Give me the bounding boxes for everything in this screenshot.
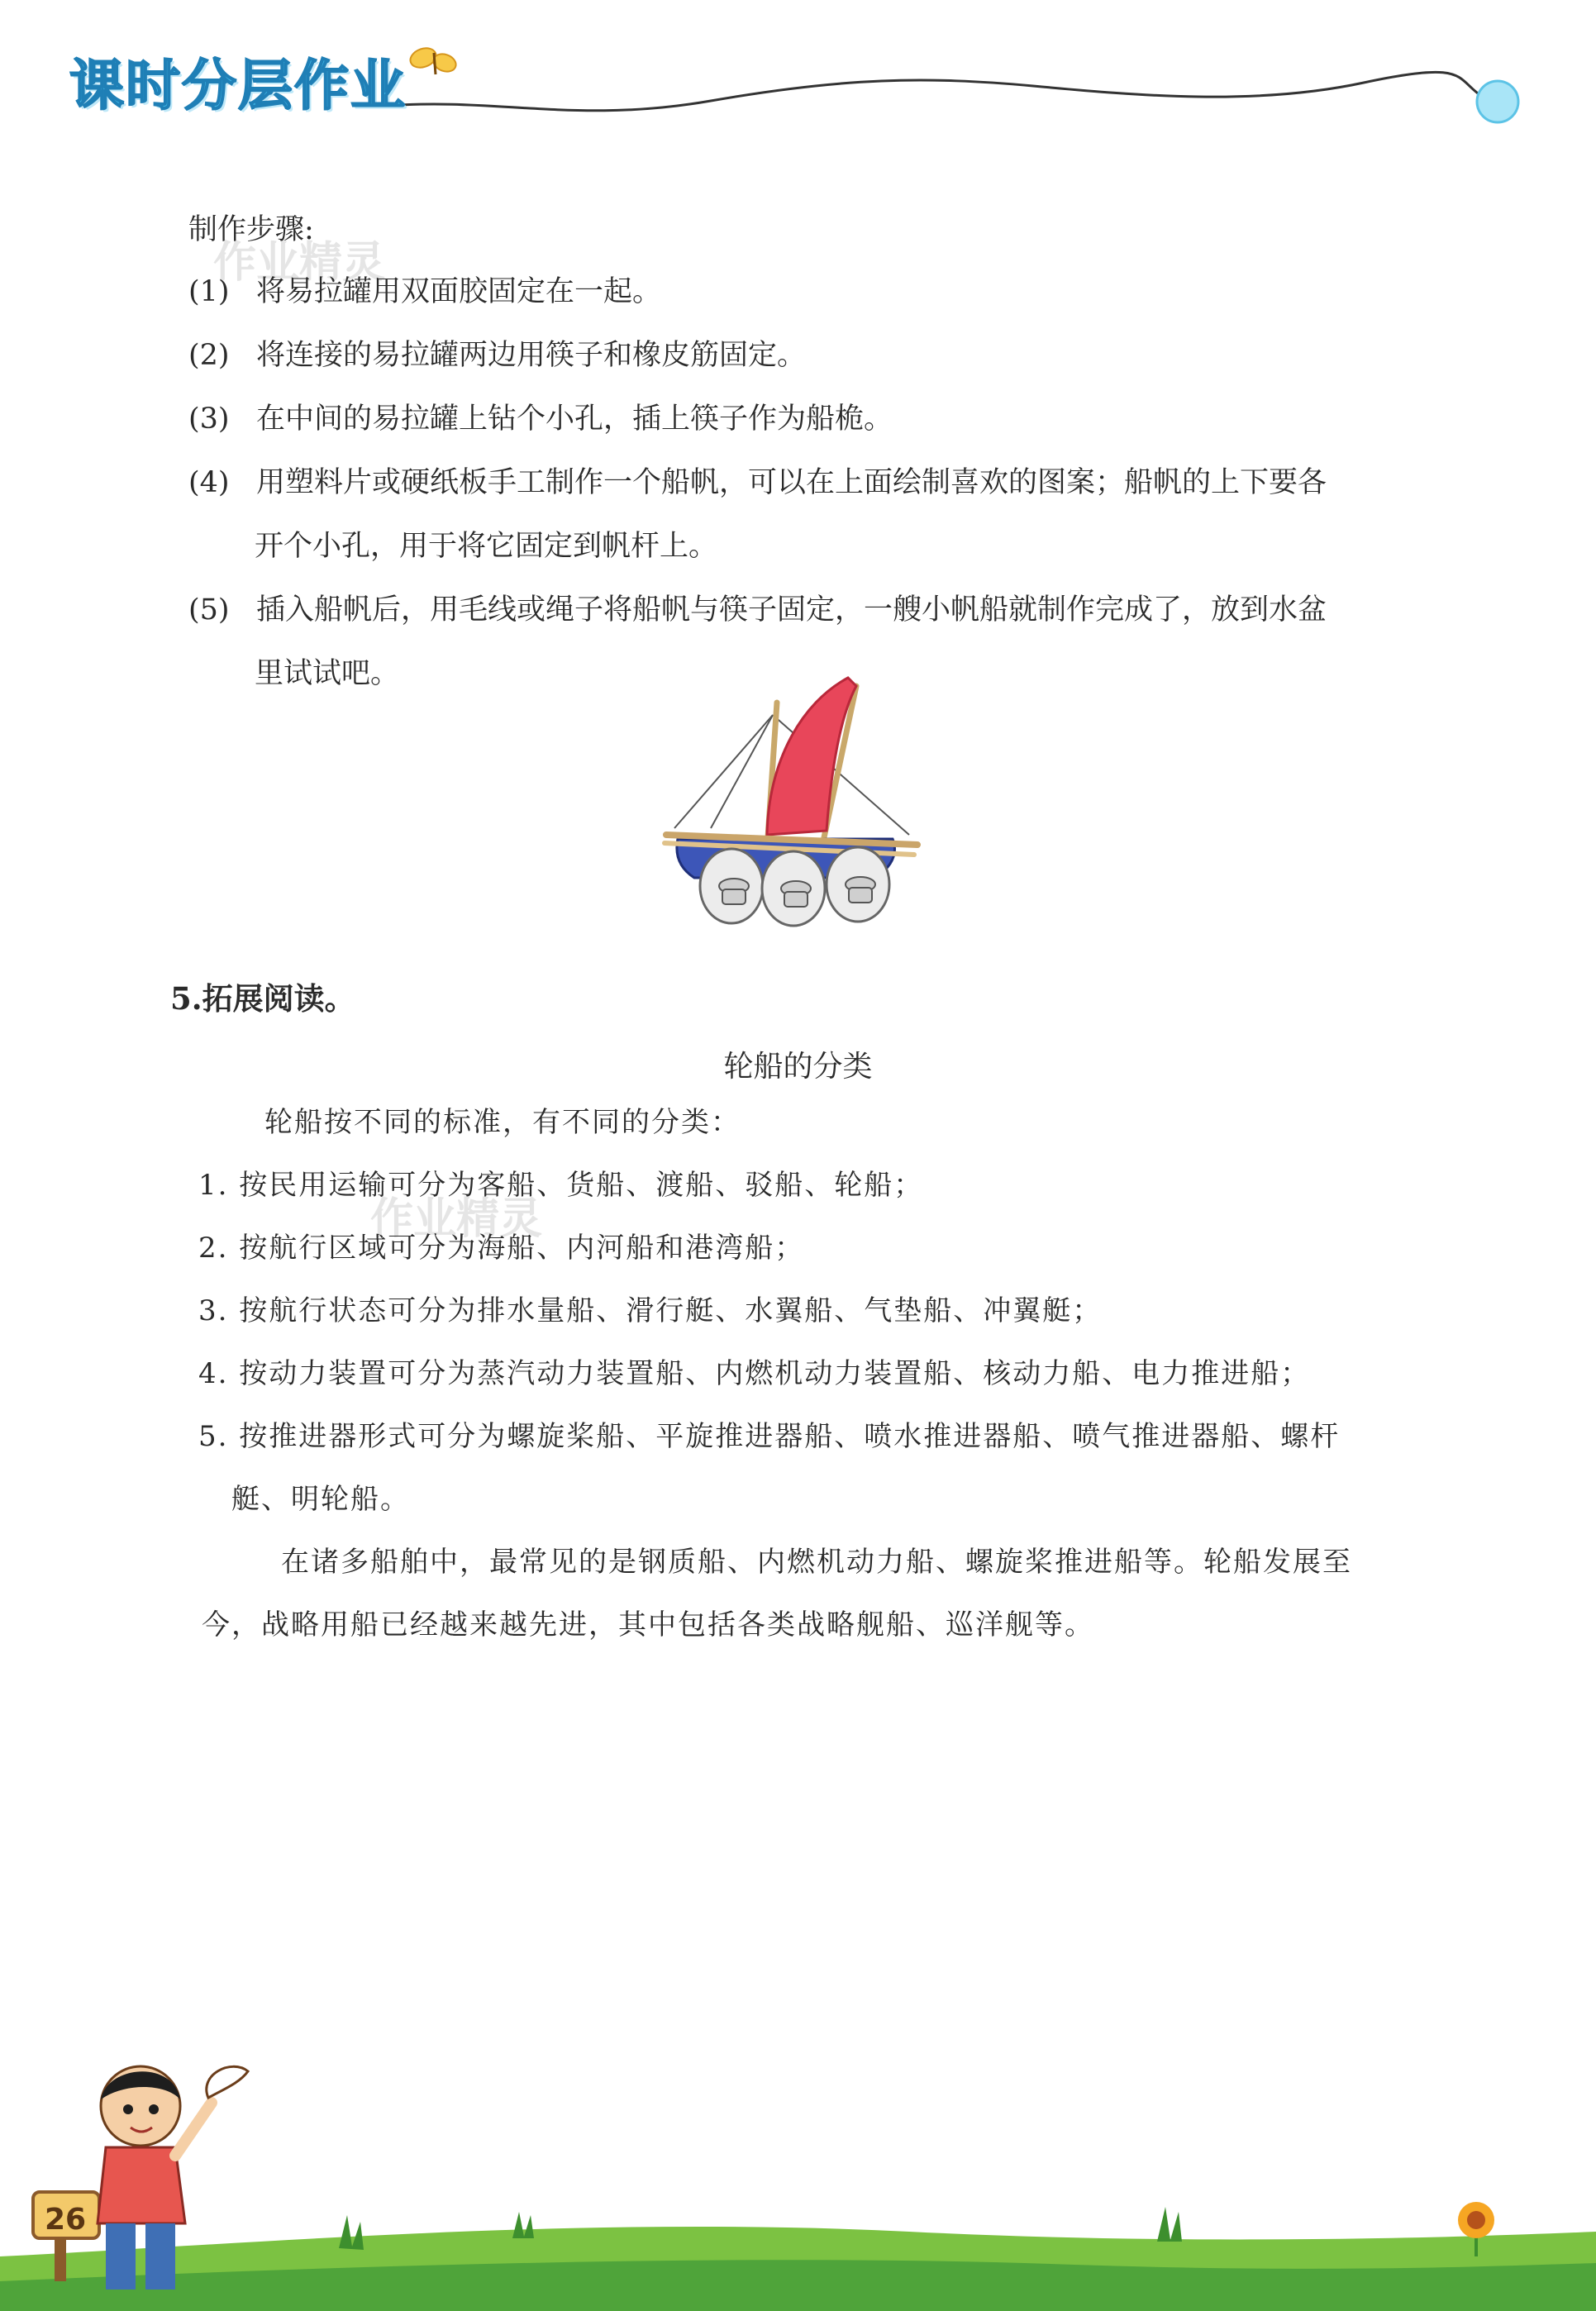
list-item-continued: 艇、明轮船。 [231,1483,410,1516]
step-text-continued: 开个小孔，用于将它固定到帆杆上。 [255,530,718,563]
butterfly-icon [407,45,458,74]
article-intro: 轮船按不同的标准，有不同的分类： [264,1106,741,1139]
closing-paragraph-continued: 今，战略用船已经越来越先进，其中包括各类战略舰船、巡洋舰等。 [202,1608,1094,1642]
step-number: (4) [188,466,230,499]
step-text: 将易拉罐用双面胶固定在一起。 [256,275,662,308]
step-number: (5) [188,593,230,627]
section-title: 5.拓展阅读。 [170,980,355,1017]
step-item [188,593,1327,627]
step-number: (3) [188,403,230,436]
steps-heading: 制作步骤: [188,213,314,246]
header-title: 课时分层作业 [69,54,407,117]
step-item [188,275,661,308]
watermark: 作业精灵 [370,1194,543,1244]
list-item: 5. 按推进器形式可分为螺旋桨船、平旋推进器船、喷水推进器船、喷气推进器船、螺杆 [198,1420,1341,1453]
step-text: 将连接的易拉罐两边用筷子和橡皮筋固定。 [256,339,807,372]
closing-paragraph: 在诸多船舶中，最常见的是钢质船、内燃机动力船、螺旋桨推进船等。轮船发展至 [281,1546,1352,1579]
step-number: (1) [188,275,230,308]
list-item: 4. 按动力装置可分为蒸汽动力装置船、内燃机动力装置船、核动力船、电力推进船； [198,1357,1311,1390]
step-text: 在中间的易拉罐上钻个小孔，插上筷子作为船桅。 [256,403,893,436]
step-item [188,466,1327,499]
page-number: 26 [44,2203,87,2237]
footer-scenery [0,2050,1596,2311]
list-item: 1. 按民用运输可分为客船、货船、渡船、驳船、轮船； [198,1169,924,1202]
step-item [188,339,806,372]
step-text: 用塑料片或硬纸板手工制作一个船帆，可以在上面绘制喜欢的图案；船帆的上下要各 [256,466,1327,499]
article-title: 轮船的分类 [723,1050,873,1084]
list-item: 2. 按航行区域可分为海船、内河船和港湾船； [198,1232,805,1265]
step-number: (2) [188,339,230,372]
step-item [188,403,893,436]
sailboat-illustration [661,669,926,951]
step-text-continued: 里试试吧。 [255,657,400,690]
step-text: 插入船帆后，用毛线或绳子将船帆与筷子固定，一艘小帆船就制作完成了，放到水盆 [256,593,1327,627]
list-item: 3. 按航行状态可分为排水量船、滑行艇、水翼船、气垫船、冲翼艇； [198,1294,1103,1327]
watermark: 作业精灵 [213,238,386,288]
